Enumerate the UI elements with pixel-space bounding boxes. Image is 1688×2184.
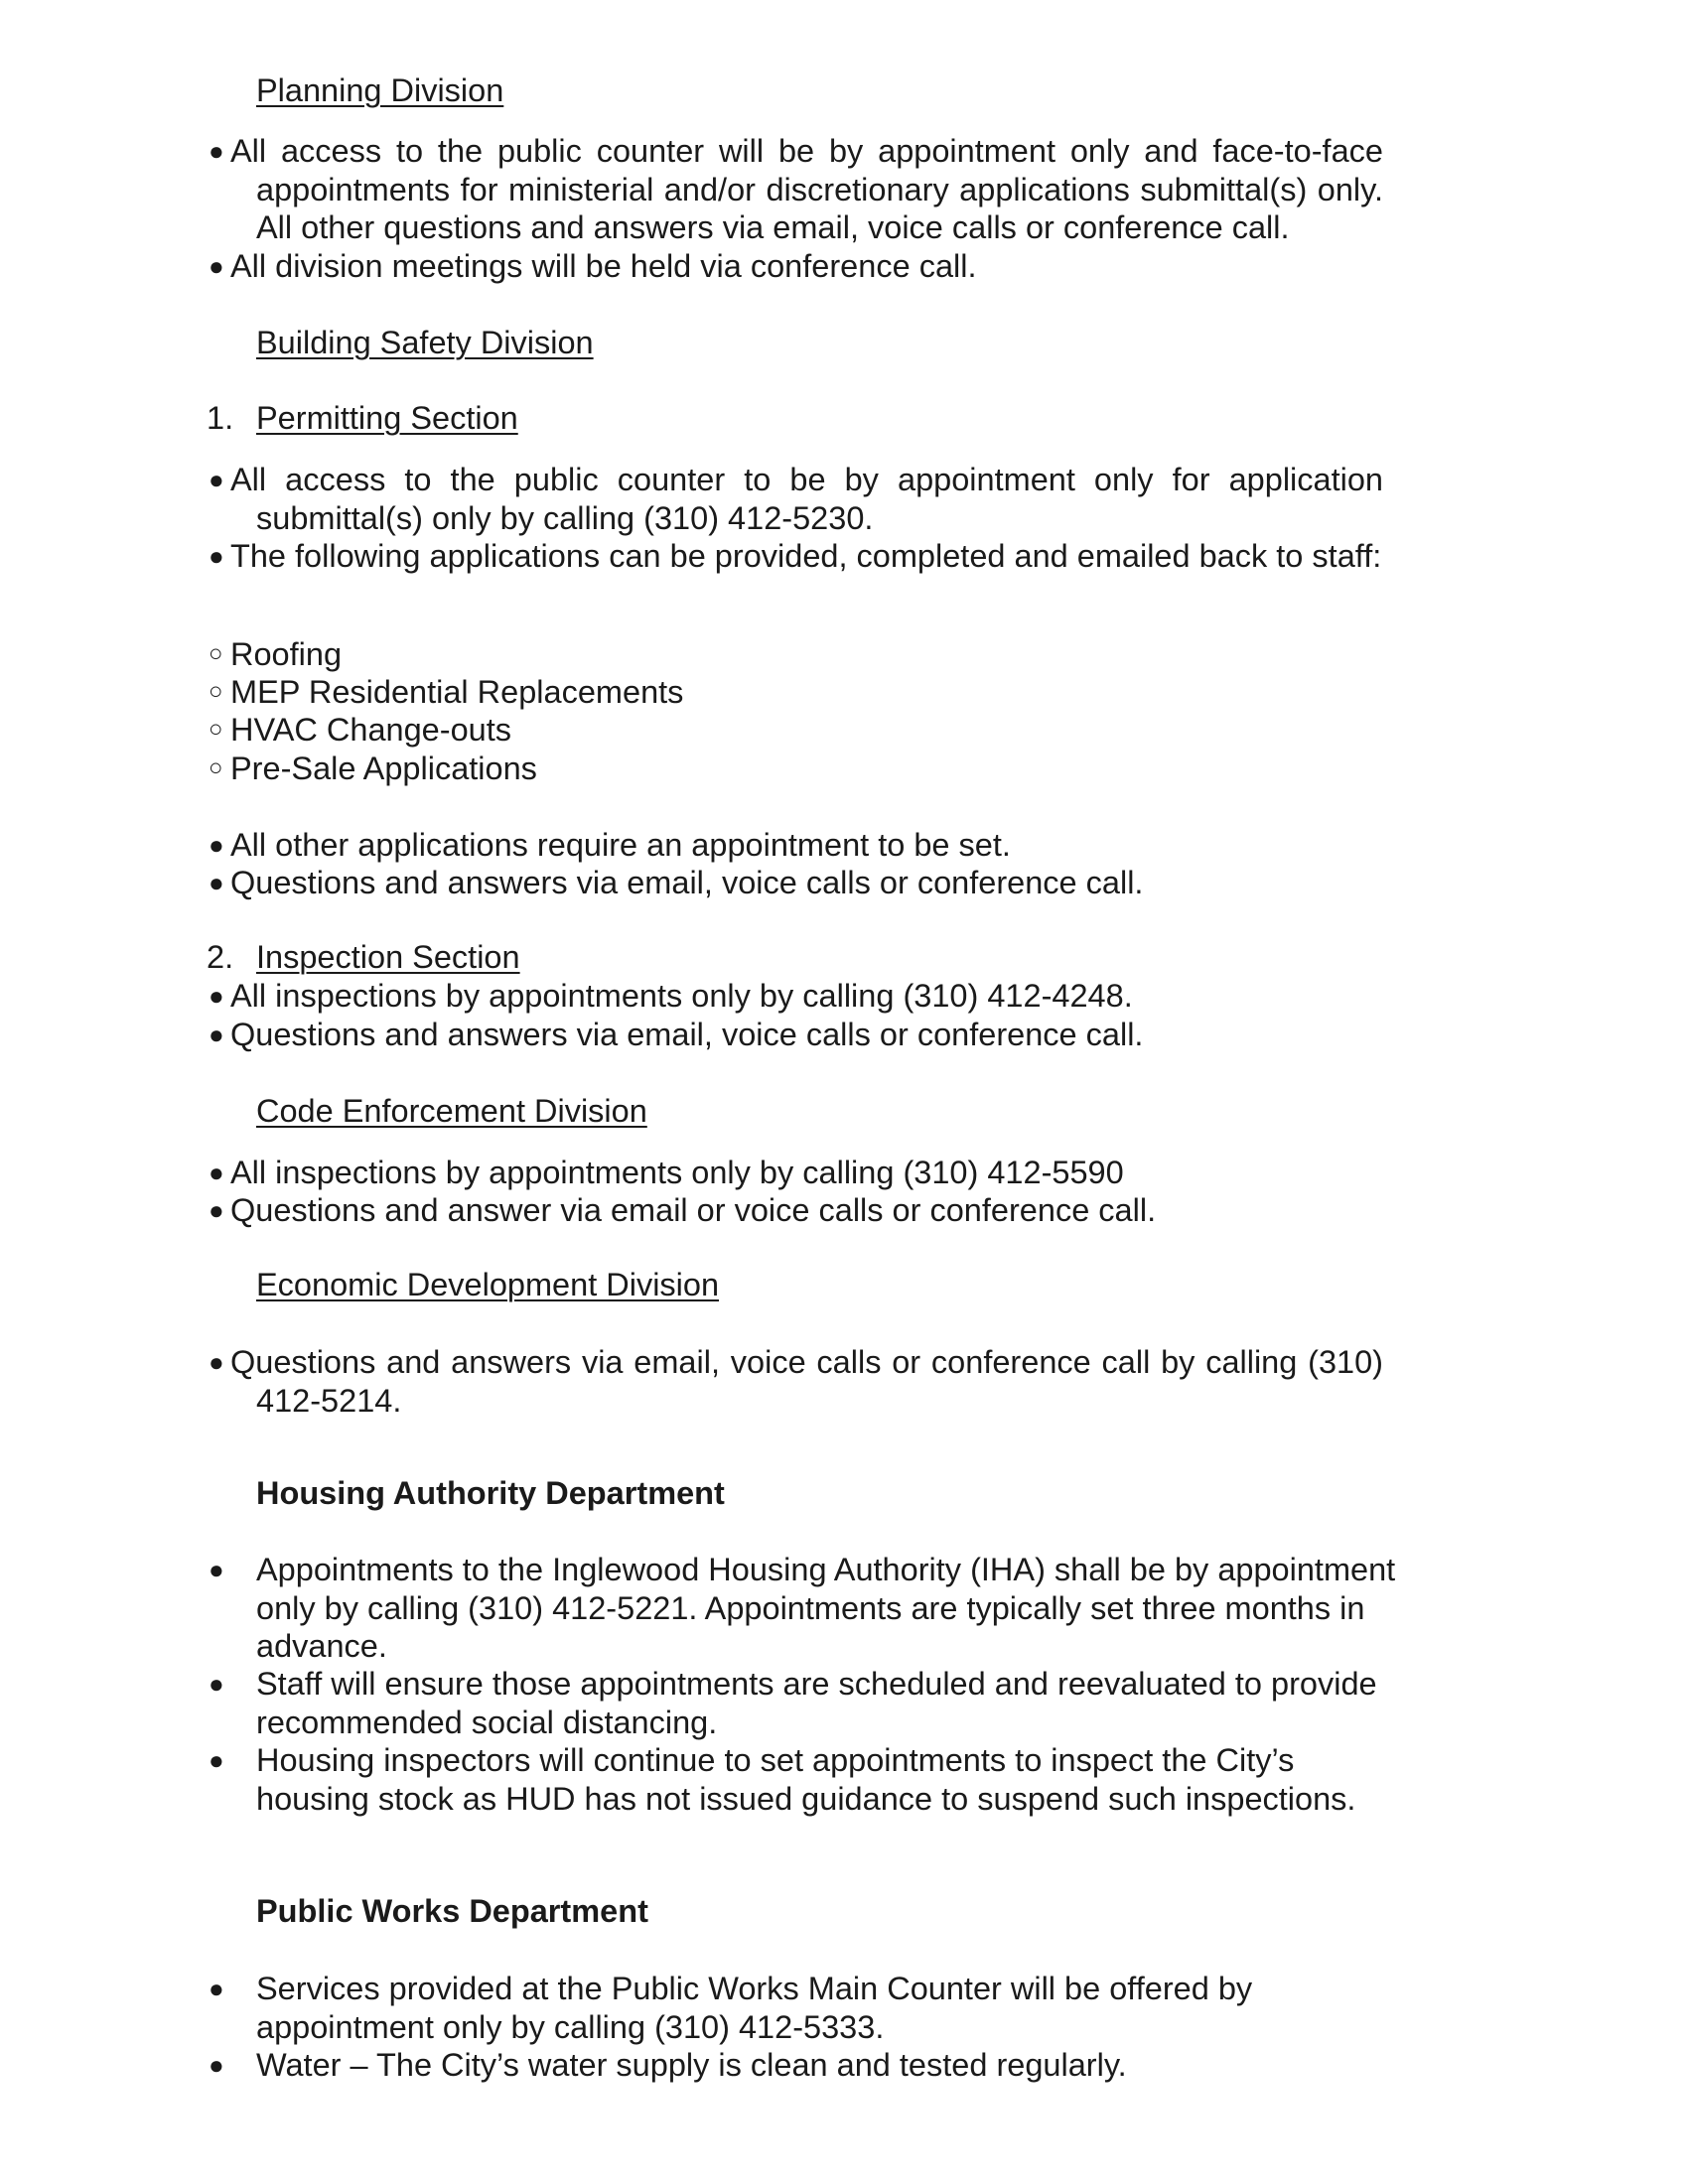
bullet-dot: ● (209, 830, 224, 860)
planning-bullet-2-text: All division meetings will be held via conference call. (230, 248, 977, 284)
bullet-circle: ○ (209, 754, 223, 781)
planning-bullet-1 (209, 132, 1383, 247)
bullet-dot: ● (209, 1745, 224, 1775)
inspection-section-heading: Inspection Section (256, 939, 520, 975)
bullet-circle: ○ (209, 640, 223, 667)
housing-bullet-1-text: Appointments to the Inglewood Housing Authority (IHA) shall be by appointment only by calling (310) 412-5221. Appointments are typically set three months in advance. (256, 1552, 1396, 1664)
bullet-dot: ● (209, 1974, 224, 2003)
inspection-bullet-2 (209, 1016, 1383, 1054)
code-bullet-1 (209, 1154, 1383, 1192)
housing-authority-heading: Housing Authority Department (256, 1475, 725, 1511)
sub-item-text: Pre-Sale Applications (230, 751, 537, 786)
bullet-dot: ● (209, 1347, 224, 1377)
public-works-bullet-2-text: Water – The City’s water supply is clean and tested regularly. (256, 2047, 1127, 2083)
permitting-bullet-2-text: The following applications can be provided, completed and emailed back to staff: (230, 538, 1382, 574)
public-works-bullet-1 (209, 1970, 1400, 2046)
inspection-bullet-1 (209, 977, 1383, 1016)
inspection-bullet-2-text: Questions and answers via email, voice calls or conference call. (230, 1017, 1144, 1052)
bullet-dot: ● (209, 1555, 224, 1584)
public-works-bullet-2 (209, 2046, 1400, 2085)
bullet-dot: ● (209, 251, 224, 281)
code-enforcement-heading: Code Enforcement Division (256, 1093, 647, 1129)
permitting-bullet-4 (209, 864, 1383, 902)
bullet-circle: ○ (209, 678, 223, 705)
planning-bullet-2 (209, 247, 1383, 286)
public-works-bullet-1-text: Services provided at the Public Works Main Counter will be offered by appointment only by calling (310) 412-5333. (256, 1971, 1253, 2045)
sub-item-hvac (209, 711, 1102, 750)
planning-division-heading: Planning Division (256, 72, 504, 108)
sub-item-text: HVAC Change-outs (230, 712, 512, 748)
bullet-dot: ● (209, 1020, 224, 1049)
bullet-dot: ● (209, 1669, 224, 1699)
bullet-circle: ○ (209, 716, 223, 743)
permitting-bullet-1 (209, 461, 1383, 537)
inspection-number: 2. (207, 939, 234, 975)
building-safety-heading: Building Safety Division (256, 325, 594, 360)
housing-bullet-1 (209, 1551, 1400, 1666)
sub-item-text: Roofing (230, 636, 343, 672)
bullet-dot: ● (209, 2050, 224, 2080)
economic-development-heading: Economic Development Division (256, 1267, 720, 1302)
bullet-dot: ● (209, 465, 224, 494)
sub-item-text: MEP Residential Replacements (230, 674, 684, 710)
sub-item-presale (209, 750, 1102, 788)
bullet-dot: ● (209, 1158, 224, 1187)
sub-item-roofing (209, 635, 1102, 674)
public-works-heading: Public Works Department (256, 1893, 648, 1929)
inspection-bullet-1-text: All inspections by appointments only by calling (310) 412-4248. (230, 978, 1133, 1014)
permitting-bullet-2 (209, 537, 1383, 576)
housing-bullet-3-text: Housing inspectors will continue to set appointments to inspect the City’s housing stock as HUD has not issued guidance to suspend such inspections. (256, 1742, 1356, 1817)
economic-bullet-1 (209, 1343, 1383, 1420)
permitting-bullet-3-text: All other applications require an appointment to be set. (230, 827, 1011, 863)
bullet-dot: ● (209, 981, 224, 1011)
code-bullet-2-text: Questions and answer via email or voice calls or conference call. (230, 1192, 1157, 1228)
housing-bullet-2 (209, 1665, 1400, 1741)
economic-bullet-1-text: Questions and answers via email, voice calls or conference call by calling (310) 412-5214. (230, 1344, 1383, 1419)
permitting-section-heading: Permitting Section (256, 400, 518, 436)
housing-bullet-3 (209, 1741, 1400, 1818)
permitting-bullet-4-text: Questions and answers via email, voice calls or conference call. (230, 865, 1144, 900)
bullet-dot: ● (209, 1195, 224, 1225)
code-bullet-1-text: All inspections by appointments only by calling (310) 412-5590 (230, 1155, 1124, 1190)
sub-item-mep (209, 673, 1102, 712)
permitting-number: 1. (207, 400, 234, 436)
bullet-dot: ● (209, 136, 224, 166)
bullet-dot: ● (209, 868, 224, 897)
housing-bullet-2-text: Staff will ensure those appointments are scheduled and reevaluated to provide recommended social distancing. (256, 1666, 1377, 1740)
bullet-dot: ● (209, 541, 224, 571)
planning-bullet-1-text: All access to the public counter will be by appointment only and face-to-face appointments for ministerial and/or discretionary applications submittal(s) only. All other questions and answers via email, voice calls or conference call. (230, 133, 1383, 245)
permitting-bullet-3 (209, 826, 1383, 865)
permitting-bullet-1-text: All access to the public counter to be by appointment only for application submittal(s) only by calling (310) 412-5230. (230, 462, 1383, 536)
code-bullet-2 (209, 1191, 1383, 1230)
